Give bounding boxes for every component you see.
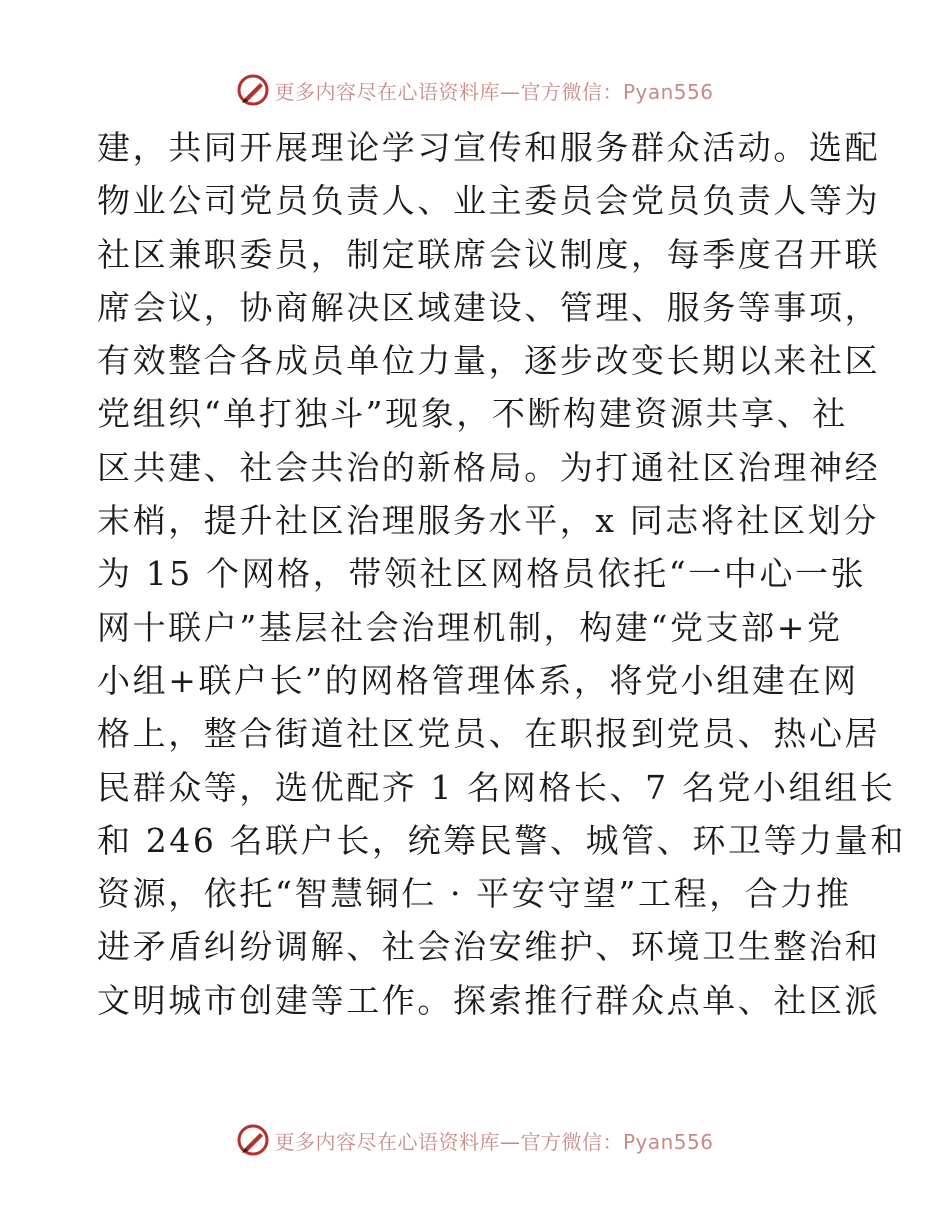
text-line: 和 246 名联户长，统筹民警、城管、环卫等力量和: [97, 820, 906, 860]
text-line: 建，共同开展理论学习宣传和服务群众活动。选配: [97, 128, 881, 167]
footer-banner-text: 更多内容尽在心语资料库—官方微信：Pyan556: [274, 1129, 714, 1154]
pen-logo-icon: [236, 73, 270, 107]
text-line: 社区兼职委员，制定联席会议制度，每季度召开联: [97, 234, 881, 274]
text-line: 民群众等，选优配齐 1 名网格长、7 名党小组组长: [97, 767, 896, 807]
pen-logo-icon: [236, 1123, 270, 1157]
text-line: 为 15 个网格，带领社区网格员依托“一中心一张: [97, 554, 867, 594]
text-line: 进矛盾纠纷调解、社会治安维护、环境卫生整治和: [97, 927, 881, 967]
text-line: 网十联户”基层社会治理机制，构建“党支部+党: [97, 607, 843, 647]
text-line: 末梢，提升社区治理服务水平，x 同志将社区划分: [97, 501, 879, 541]
text-line: 小组+联户长”的网格管理体系，将党小组建在网: [97, 660, 859, 700]
text-line: 席会议，协商解决区域建设、管理、服务等事项，: [97, 287, 881, 327]
text-line: 格上，整合街道社区党员、在职报到党员、热心居: [97, 714, 881, 754]
header-banner-text: 更多内容尽在心语资料库—官方微信：Pyan556: [274, 79, 714, 104]
document-body: [97, 121, 906, 1027]
text-line: 党组织“单打独斗”现象，不断构建资源共享、社: [97, 394, 848, 434]
text-line: 有效整合各成员单位力量，逐步改变长期以来社区: [97, 341, 881, 381]
header-banner: [0, 70, 950, 110]
text-line: 资源，依托“智慧铜仁 · 平安守望”工程，合力推: [97, 874, 852, 914]
footer-banner: [0, 1120, 950, 1160]
text-line: 物业公司党员负责人、业主委员会党员负责人等为: [97, 181, 881, 221]
text-line: 文明城市创建等工作。探索推行群众点单、社区派: [97, 980, 881, 1020]
text-line: 区共建、社会共治的新格局。为打通社区治理神经: [97, 447, 881, 487]
